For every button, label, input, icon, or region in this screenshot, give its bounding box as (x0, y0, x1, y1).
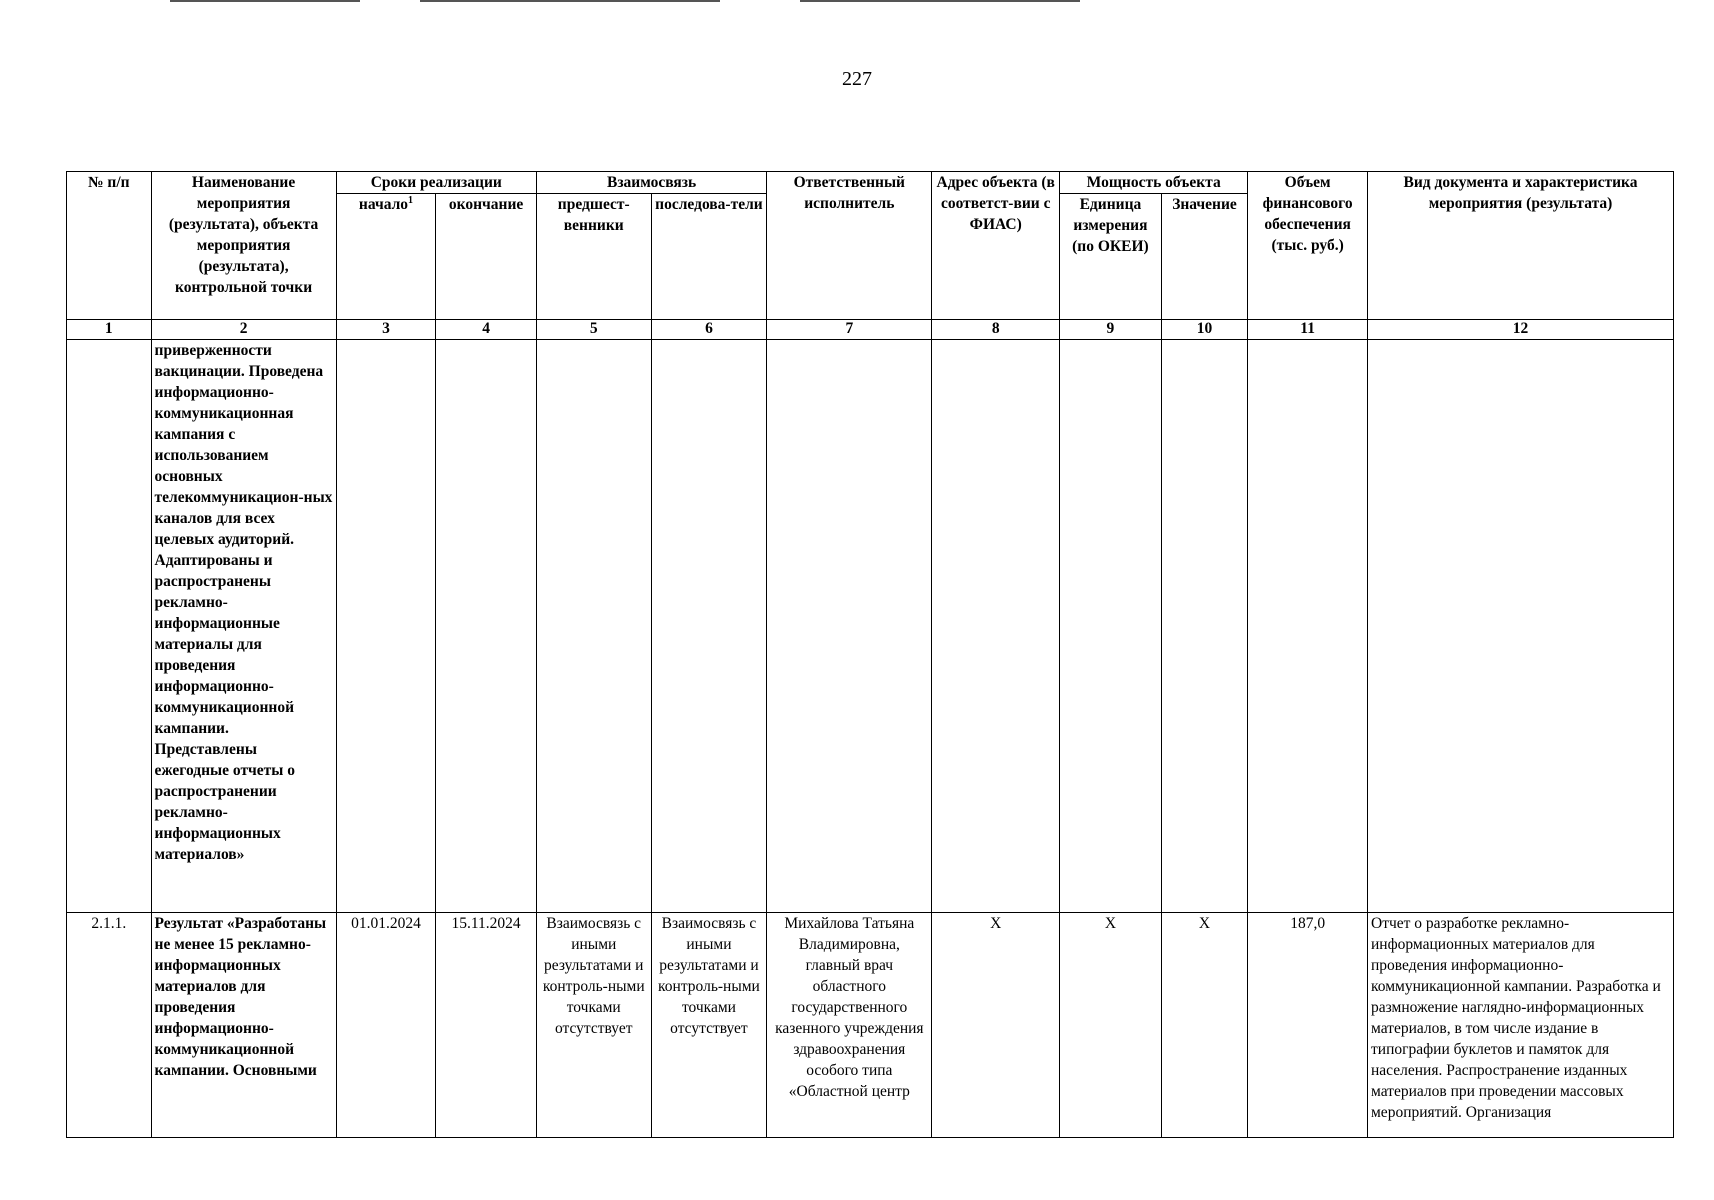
column-number-row (67, 320, 1674, 340)
row-end: 15.11.2024 (436, 913, 537, 1138)
row-num (67, 340, 152, 913)
column-number: 10 (1161, 320, 1248, 340)
header-value: Значение (1161, 194, 1248, 320)
row-address (932, 340, 1060, 913)
row-start (336, 340, 436, 913)
row-unit (1060, 340, 1162, 913)
row-value: X (1161, 913, 1248, 1138)
header-address: Адрес объекта (в соответст-вии с ФИАС) (932, 172, 1060, 320)
row-address: X (932, 913, 1060, 1138)
page-number: 227 (842, 68, 872, 90)
header-end: окончание (436, 194, 537, 320)
row-finance: 187,0 (1248, 913, 1368, 1138)
header-row (67, 172, 1674, 194)
row-num: 2.1.1. (67, 913, 152, 1138)
table-row (67, 340, 1674, 913)
row-finance (1248, 340, 1368, 913)
row-responsible (767, 340, 932, 913)
scan-artifact (420, 0, 720, 2)
header-num: № п/п (67, 172, 152, 320)
column-number: 6 (651, 320, 767, 340)
header-capacity-group: Мощность объекта (1060, 172, 1248, 194)
row-successors: Взаимосвязь с иными результатами и контроль-ными точками отсутствует (651, 913, 767, 1138)
row-predecessors: Взаимосвязь с иными результатами и контроль-ными точками отсутствует (536, 913, 651, 1138)
header-start: начало$^1$ (336, 194, 436, 320)
header-unit: Единица измерения (по ОКЕИ) (1060, 194, 1162, 320)
column-number: 5 (536, 320, 651, 340)
header-finance: Объем финансового обеспечения (тыс. руб.) (1248, 172, 1368, 320)
row-unit: X (1060, 913, 1162, 1138)
scan-artifact (170, 0, 360, 2)
row-responsible: Михайлова Татьяна Владимировна, главный врач областного государственного казенного учреждения здравоохранения особого типа «Областной центр (767, 913, 932, 1138)
row-end (436, 340, 537, 913)
row-name: Результат «Разработаны не менее 15 рекламно-информационных материалов для проведения информационно-коммуникационной кампании. Основными (151, 913, 336, 1138)
column-number: 12 (1368, 320, 1674, 340)
column-number: 4 (436, 320, 537, 340)
table-row (67, 913, 1674, 1138)
header-name: Наименование мероприятия (результата), объекта мероприятия (результата), контрольной точки (151, 172, 336, 320)
column-number: 1 (67, 320, 152, 340)
column-number: 2 (151, 320, 336, 340)
row-doc-type (1368, 340, 1674, 913)
header-doc-type: Вид документа и характеристика мероприятия (результата) (1368, 172, 1674, 320)
row-successors (651, 340, 767, 913)
header-responsible: Ответственный исполнитель (767, 172, 932, 320)
activities-table (66, 171, 1674, 1138)
column-number: 11 (1248, 320, 1368, 340)
row-value (1161, 340, 1248, 913)
header-successors: последова-тели (651, 194, 767, 320)
header-link-group: Взаимосвязь (536, 172, 766, 194)
column-number: 9 (1060, 320, 1162, 340)
header-terms-group: Сроки реализации (336, 172, 536, 194)
footnote-marker: 1 (408, 194, 414, 206)
header-predecessors: предшест-венники (536, 194, 651, 320)
column-number: 8 (932, 320, 1060, 340)
column-number: 7 (767, 320, 932, 340)
row-name: приверженности вакцинации. Проведена информационно-коммуникационная кампания с использованием основных телекоммуникацион-ных каналов для всех целевых аудиторий. Адаптированы и распространены рекламно-информационные материалы для проведения информационно-коммуникационной кампании. Представлены ежегодные отчеты о распространении рекламно-информационных материалов» (151, 340, 336, 913)
scan-artifact (800, 0, 1080, 2)
row-start: 01.01.2024 (336, 913, 436, 1138)
column-number: 3 (336, 320, 436, 340)
row-doc-type: Отчет о разработке рекламно-информационных материалов для проведения информационно-коммуникационной кампании. Разработка и размножение наглядно-информационных материалов, в том числе издание в типографии буклетов и памяток для населения. Распространение изданных материалов при проведении массовых мероприятий. Организация (1368, 913, 1674, 1138)
row-predecessors (536, 340, 651, 913)
